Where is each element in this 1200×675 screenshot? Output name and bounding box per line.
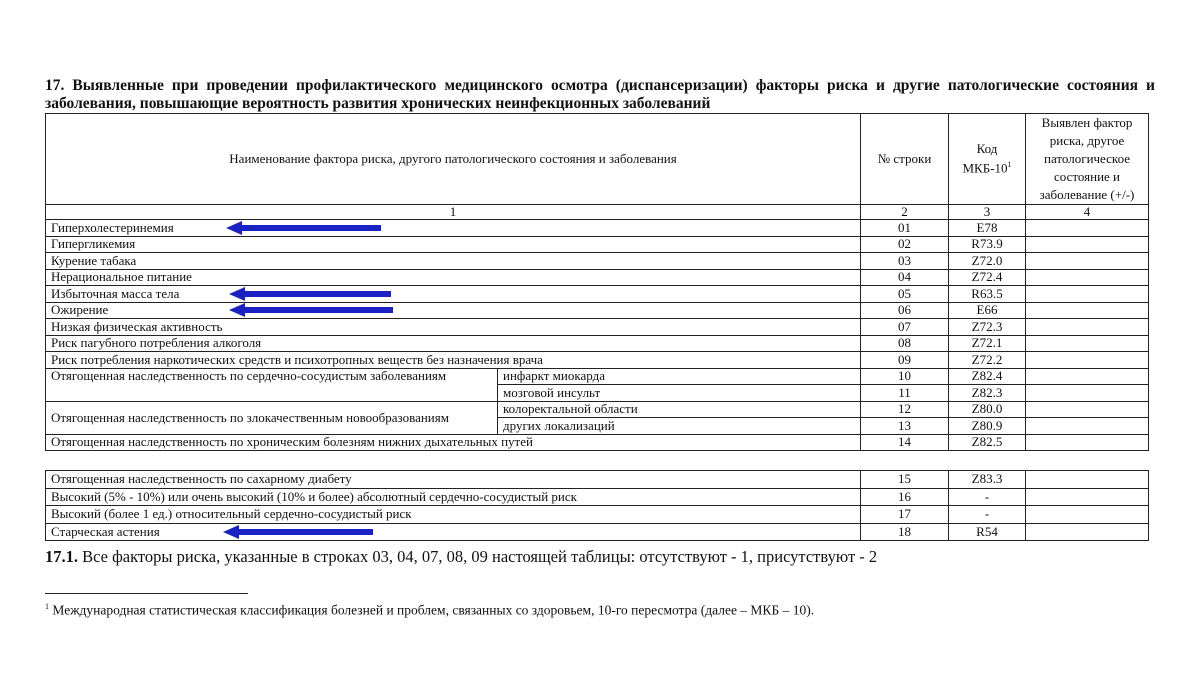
found-cell[interactable] bbox=[1026, 335, 1149, 352]
icd-code: Z82.4 bbox=[949, 368, 1026, 385]
row-name: Избыточная масса тела bbox=[46, 286, 861, 303]
footnote: $^1$ Международная статистическая классификация болезней и проблем, связанных со здоровьем, 10-го пересмотра (далее – МКБ – 10). bbox=[45, 602, 815, 618]
row-name: Риск потребления наркотических средств и психотропных веществ без назначения врача bbox=[46, 352, 861, 369]
found-cell[interactable] bbox=[1026, 352, 1149, 369]
icd-code: Z80.0 bbox=[949, 401, 1026, 418]
footnote-divider bbox=[45, 593, 248, 594]
found-cell[interactable] bbox=[1026, 471, 1149, 489]
found-cell[interactable] bbox=[1026, 488, 1149, 506]
blue-arrow-icon bbox=[226, 221, 381, 235]
row-number: 06 bbox=[861, 302, 949, 319]
row-number: 12 bbox=[861, 401, 949, 418]
row-number: 13 bbox=[861, 418, 949, 435]
found-cell[interactable] bbox=[1026, 506, 1149, 524]
row-name: Риск пагубного потребления алкоголя bbox=[46, 335, 861, 352]
column-numbers-row bbox=[46, 205, 1149, 220]
found-cell[interactable] bbox=[1026, 253, 1149, 270]
table-row bbox=[46, 319, 1149, 336]
row-number: 07 bbox=[861, 319, 949, 336]
row-number: 03 bbox=[861, 253, 949, 270]
row-name: инфаркт миокарда bbox=[498, 368, 861, 385]
row-number: 11 bbox=[861, 385, 949, 402]
row-name: Высокий (более 1 ед.) относительный сердечно-сосудистый риск bbox=[46, 506, 861, 524]
row-name: Курение табака bbox=[46, 253, 861, 270]
row-number: 05 bbox=[861, 286, 949, 303]
found-cell[interactable] bbox=[1026, 434, 1149, 451]
row-name: Низкая физическая активность bbox=[46, 319, 861, 336]
table-row bbox=[46, 335, 1149, 352]
table-row bbox=[46, 269, 1149, 286]
table-row bbox=[46, 286, 1149, 303]
row-number: 01 bbox=[861, 220, 949, 237]
icd-code: E78 bbox=[949, 220, 1026, 237]
icd-code: R73.9 bbox=[949, 236, 1026, 253]
icd-code: Z72.2 bbox=[949, 352, 1026, 369]
icd-code: Z82.5 bbox=[949, 434, 1026, 451]
row-number: 15 bbox=[861, 471, 949, 489]
row-name: Нерациональное питание bbox=[46, 269, 861, 286]
table-row bbox=[46, 220, 1149, 237]
table-row bbox=[46, 488, 1149, 506]
icd-code: Z80.9 bbox=[949, 418, 1026, 435]
found-cell[interactable] bbox=[1026, 418, 1149, 435]
icd-code: Z72.1 bbox=[949, 335, 1026, 352]
row-number: 16 bbox=[861, 488, 949, 506]
icd-code: Z82.3 bbox=[949, 385, 1026, 402]
table-row bbox=[46, 434, 1149, 451]
header-found: Выявлен фактор риска, другое патологическое состояние и заболевание (+/-) bbox=[1026, 114, 1149, 205]
table-row bbox=[46, 253, 1149, 270]
header-name: Наименование фактора риска, другого патологического состояния и заболевания bbox=[46, 114, 861, 205]
table-row bbox=[46, 401, 1149, 418]
found-cell[interactable] bbox=[1026, 319, 1149, 336]
table-row bbox=[46, 471, 1149, 489]
found-cell[interactable] bbox=[1026, 236, 1149, 253]
row-number: 10 bbox=[861, 368, 949, 385]
row-number: 14 bbox=[861, 434, 949, 451]
icd-code: Z83.3 bbox=[949, 471, 1026, 489]
row-number: 02 bbox=[861, 236, 949, 253]
icd-code: Z72.4 bbox=[949, 269, 1026, 286]
found-cell[interactable] bbox=[1026, 368, 1149, 385]
found-cell[interactable] bbox=[1026, 385, 1149, 402]
blue-arrow-icon bbox=[229, 287, 391, 301]
icd-code: E66 bbox=[949, 302, 1026, 319]
header-row bbox=[46, 114, 1149, 205]
icd-code: - bbox=[949, 506, 1026, 524]
row-name: Старческая астения bbox=[46, 523, 861, 541]
row-name: Отягощенная наследственность по хроническим болезням нижних дыхательных путей bbox=[46, 434, 861, 451]
risk-factors-table bbox=[45, 113, 1149, 451]
row-name: других локализаций bbox=[498, 418, 861, 435]
table-row bbox=[46, 352, 1149, 369]
row-number: 08 bbox=[861, 335, 949, 352]
row-name: Отягощенная наследственность по сахарному диабету bbox=[46, 471, 861, 489]
row-name: мозговой инсульт bbox=[498, 385, 861, 402]
row-number: 09 bbox=[861, 352, 949, 369]
icd-code: - bbox=[949, 488, 1026, 506]
header-code: Код МКБ-$10^1$ bbox=[949, 114, 1026, 205]
table-row bbox=[46, 368, 1149, 385]
found-cell[interactable] bbox=[1026, 220, 1149, 237]
icd-code: R54 bbox=[949, 523, 1026, 541]
table-row bbox=[46, 302, 1149, 319]
row-name: Гиперхолестеринемия bbox=[46, 220, 861, 237]
found-cell[interactable] bbox=[1026, 401, 1149, 418]
col-number: 2 bbox=[861, 205, 949, 220]
blue-arrow-icon bbox=[223, 525, 373, 539]
col-number: 3 bbox=[949, 205, 1026, 220]
col-number: 1 bbox=[46, 205, 861, 220]
icd-code: Z72.3 bbox=[949, 319, 1026, 336]
row-number: 04 bbox=[861, 269, 949, 286]
found-cell[interactable] bbox=[1026, 302, 1149, 319]
risk-factors-table-continued bbox=[45, 470, 1149, 541]
section-title: 17. Выявленные при проведении профилактического медицинского осмотра (диспансеризации) факторы риска и другие патологические состояния и заболевания, повышающие вероятность развития хронических неинфекционных заболеваний bbox=[45, 77, 1155, 112]
row-name: Высокий (5% - 10%) или очень высокий (10% и более) абсолютный сердечно-сосудистый риск bbox=[46, 488, 861, 506]
blue-arrow-icon bbox=[229, 303, 393, 317]
icd-code: R63.5 bbox=[949, 286, 1026, 303]
table-row bbox=[46, 523, 1149, 541]
row-name: Ожирение bbox=[46, 302, 861, 319]
note-17-1: 17.1. Все факторы риска, указанные в строках 03, 04, 07, 08, 09 настоящей таблицы: отсутствуют - 1, присутствуют - 2 bbox=[45, 547, 878, 566]
table-row bbox=[46, 506, 1149, 524]
row-number: 17 bbox=[861, 506, 949, 524]
group-name: Отягощенная наследственность по злокачественным новообразованиям bbox=[46, 401, 498, 434]
col-number: 4 bbox=[1026, 205, 1149, 220]
row-number: 18 bbox=[861, 523, 949, 541]
icd-code: Z72.0 bbox=[949, 253, 1026, 270]
row-name: колоректальной области bbox=[498, 401, 861, 418]
group-name: Отягощенная наследственность по сердечно-сосудистым заболеваниям bbox=[46, 368, 498, 401]
found-cell[interactable] bbox=[1026, 523, 1149, 541]
header-row-no: № строки bbox=[861, 114, 949, 205]
row-name: Гипергликемия bbox=[46, 236, 861, 253]
table-row bbox=[46, 236, 1149, 253]
found-cell[interactable] bbox=[1026, 269, 1149, 286]
found-cell[interactable] bbox=[1026, 286, 1149, 303]
